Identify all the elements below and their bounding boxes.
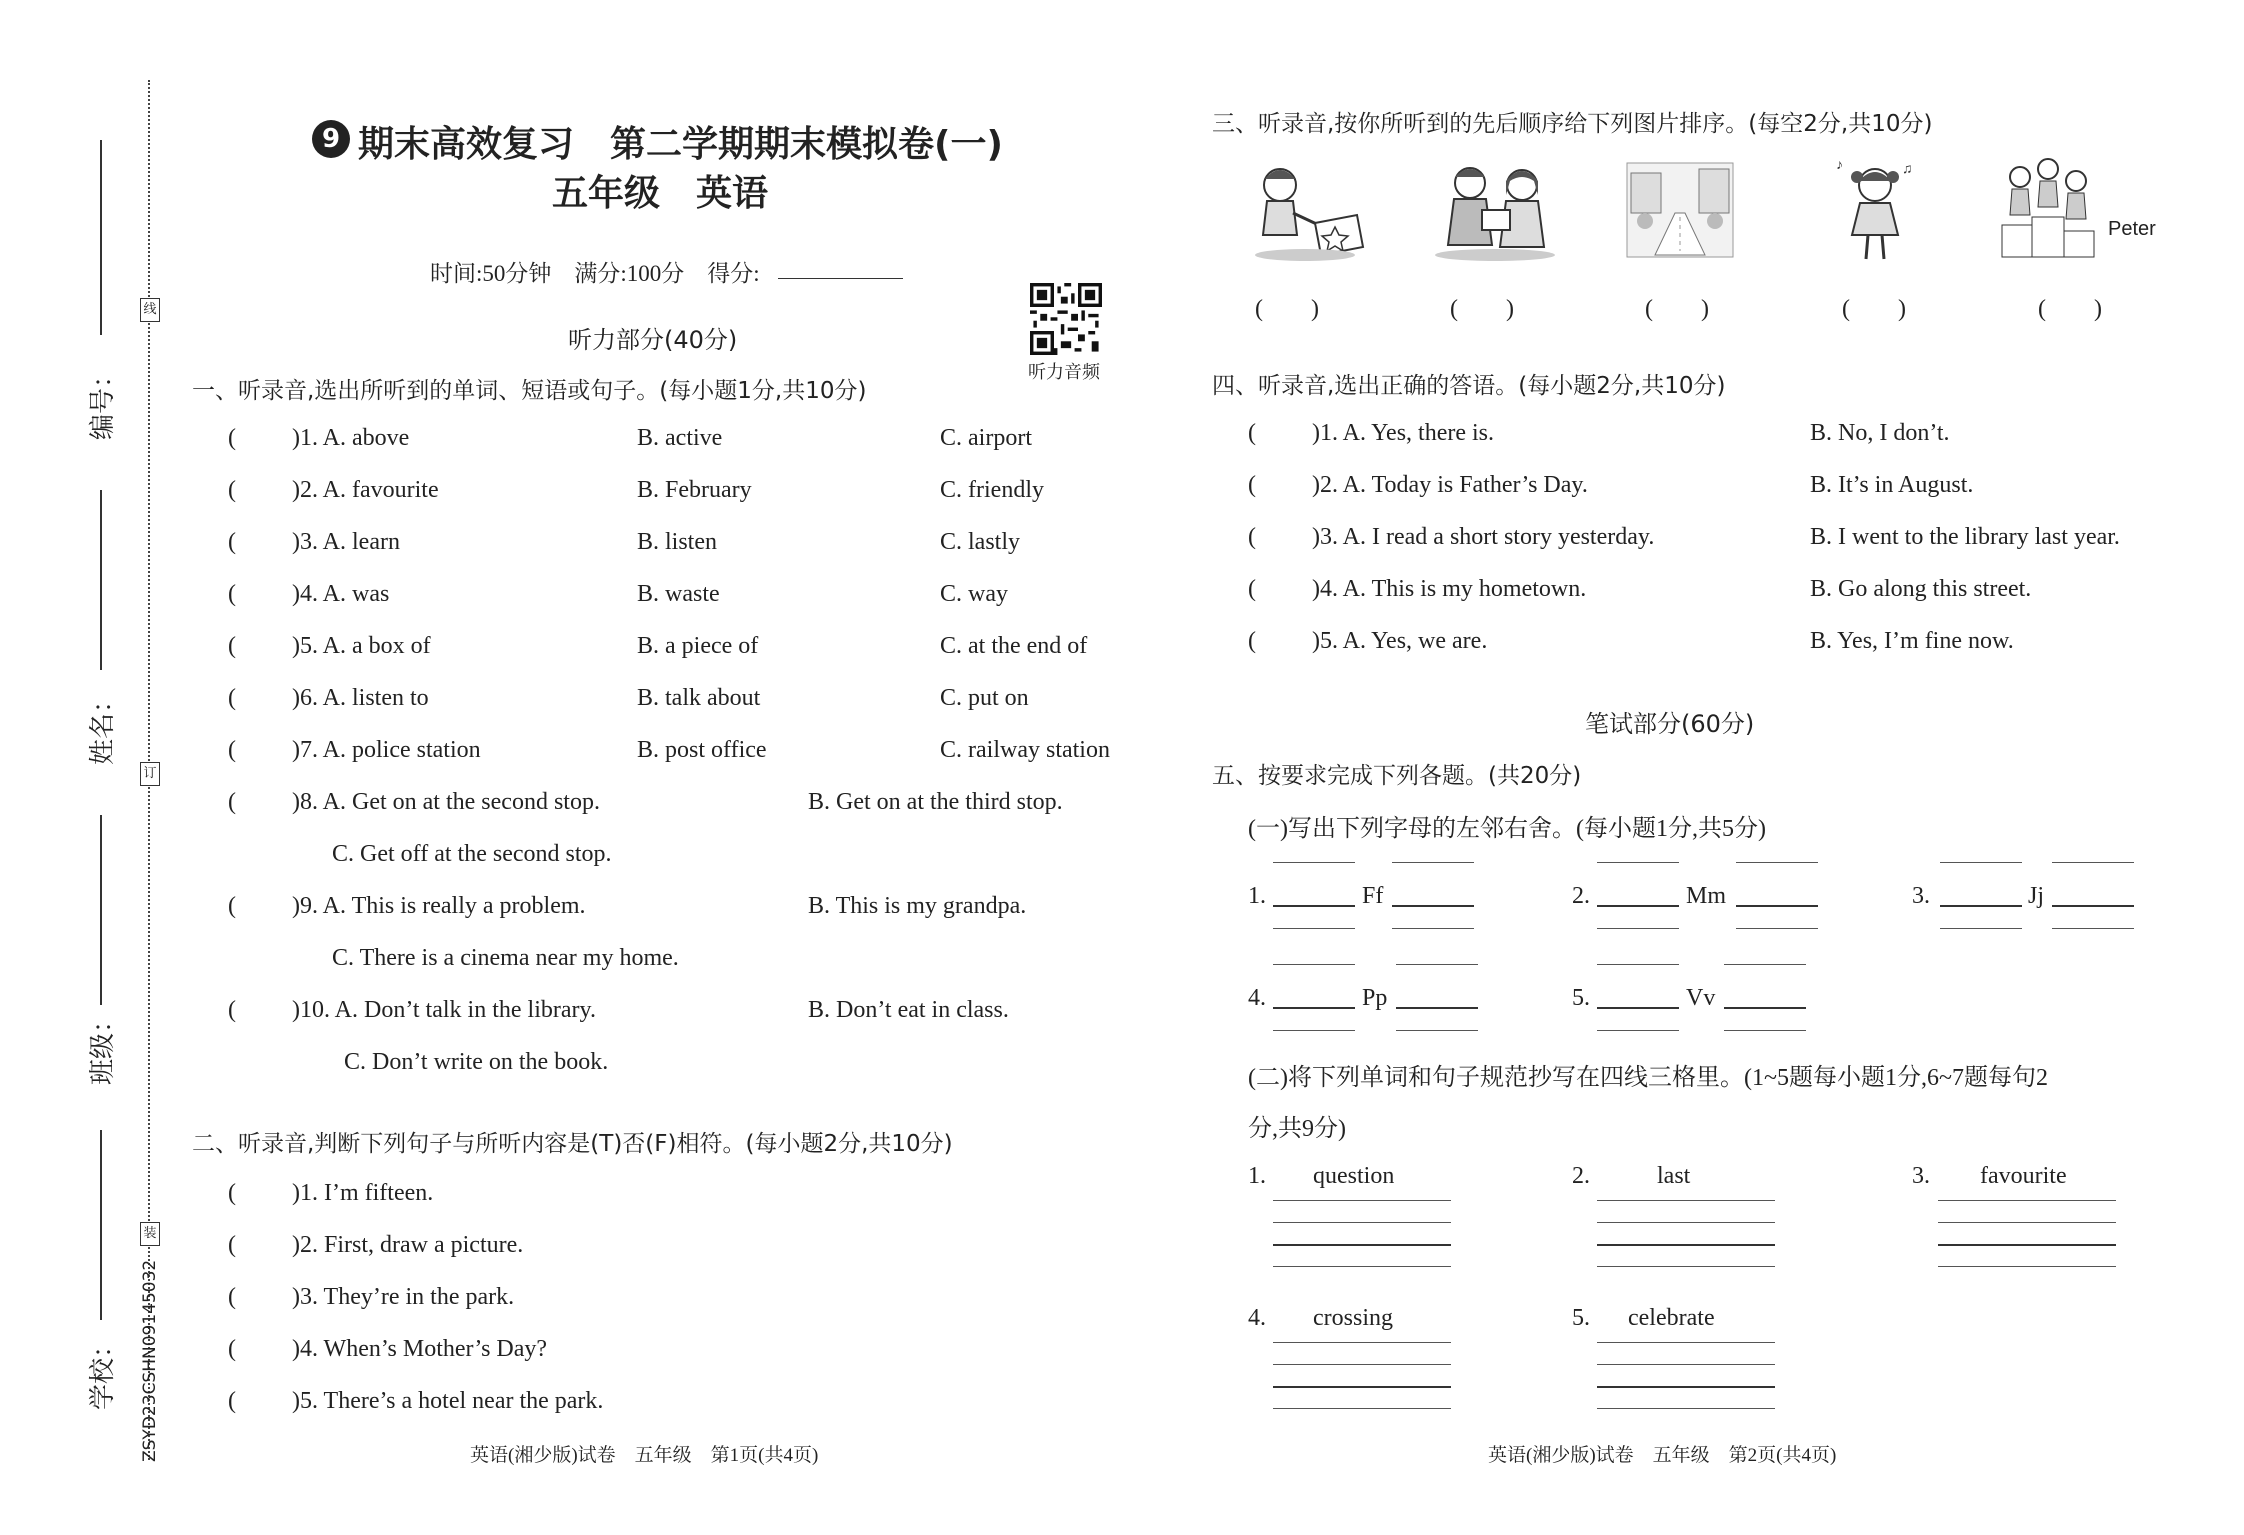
letter-num: 5. xyxy=(1572,985,1590,1011)
answer-paren[interactable]: ( xyxy=(228,477,236,503)
word-num: 2. xyxy=(1572,1163,1590,1189)
part5-sub1-title: (一)写出下列字母的左邻右舍。(每小题1分,共5分) xyxy=(1248,816,1766,842)
part1-q1-a: )1. A. above xyxy=(292,425,410,451)
copy-line[interactable] xyxy=(1273,1386,1451,1388)
name-label: 姓名： xyxy=(88,686,118,765)
answer-paren[interactable]: ( xyxy=(1248,472,1256,498)
part1-q3-b: B. listen xyxy=(637,529,718,555)
qr-code-icon[interactable] xyxy=(1030,283,1102,355)
part1-q10-c: C. Don’t write on the book. xyxy=(344,1049,609,1075)
answer-paren[interactable]: ( xyxy=(228,1284,236,1310)
part1-q8-c: C. Get off at the second stop. xyxy=(332,841,612,867)
part1-q9-a: )9. A. This is really a problem. xyxy=(292,893,586,919)
answer-paren[interactable]: ( xyxy=(228,685,236,711)
answer-paren[interactable]: ( xyxy=(228,737,236,763)
part4-q3-b: B. I went to the library last year. xyxy=(1810,524,2120,550)
part4-q2-a: )2. A. Today is Father’s Day. xyxy=(1312,472,1588,498)
part1-q8-a: )8. A. Get on at the second stop. xyxy=(292,789,600,815)
word-num: 5. xyxy=(1572,1305,1590,1331)
part1-q6-c: C. put on xyxy=(940,685,1029,711)
letter-blank-right[interactable] xyxy=(1396,1007,1478,1009)
part1-q1-b: B. active xyxy=(637,425,723,451)
writing-section-title: 笔试部分(60分) xyxy=(1585,710,1755,738)
class-field[interactable] xyxy=(100,815,102,1005)
paper-code: ZSYD23CSHN09145032 xyxy=(140,1259,160,1462)
part3-title: 三、听录音,按你所听到的先后顺序给下列图片排序。(每空2分,共10分) xyxy=(1212,111,1933,137)
school-label: 学校： xyxy=(88,1331,118,1410)
word-text: favourite xyxy=(1980,1163,2067,1189)
answer-paren[interactable]: ( xyxy=(1248,628,1256,654)
letter-blank-right[interactable] xyxy=(1392,905,1474,907)
picture-podium xyxy=(2000,155,2095,265)
word-text: last xyxy=(1657,1163,1691,1189)
part5-sub2-line1: (二)将下列单词和句子规范抄写在四线三格里。(1~5题每小题1分,6~7题每句2 xyxy=(1248,1065,2048,1091)
listening-section-title: 听力部分(40分) xyxy=(568,326,738,354)
picture-boy-drawing xyxy=(1245,155,1365,265)
part1-q7-a: )7. A. police station xyxy=(292,737,481,763)
part4-q1-a: )1. A. Yes, there is. xyxy=(1312,420,1495,446)
score-field[interactable] xyxy=(778,278,903,279)
part1-q5-a: )5. A. a box of xyxy=(292,633,431,659)
letter-blank-left[interactable] xyxy=(1597,905,1679,907)
letter-num: 4. xyxy=(1248,985,1266,1011)
answer-paren[interactable]: ( xyxy=(228,789,236,815)
part4-q4-a: )4. A. This is my hometown. xyxy=(1312,576,1587,602)
answer-paren[interactable]: ( xyxy=(1248,576,1256,602)
answer-paren[interactable]: ( xyxy=(228,529,236,555)
picture-two-kids xyxy=(1430,155,1560,265)
part2-q5: )5. There’s a hotel near the park. xyxy=(292,1388,604,1414)
answer-paren[interactable]: ( xyxy=(228,893,236,919)
copy-line[interactable] xyxy=(1273,1244,1451,1246)
picture-girl-singing xyxy=(1830,155,1920,265)
letter-num: 2. xyxy=(1572,883,1590,909)
part4-q5-b: B. Yes, I’m fine now. xyxy=(1810,628,2014,654)
letter-given: Mm xyxy=(1686,883,1727,909)
picture3-answer[interactable]: ( ) xyxy=(1645,296,1709,322)
svg-text:♫: ♫ xyxy=(1902,162,1913,177)
letter-given: Pp xyxy=(1362,985,1388,1011)
answer-paren[interactable]: ( xyxy=(1248,420,1256,446)
part1-q10-a: )10. A. Don’t talk in the library. xyxy=(292,997,596,1023)
letter-given: Vv xyxy=(1686,985,1716,1011)
picture-street xyxy=(1625,155,1735,265)
part1-q9-b: B. This is my grandpa. xyxy=(808,893,1027,919)
letter-num: 3. xyxy=(1912,883,1930,909)
answer-paren[interactable]: ( xyxy=(228,997,236,1023)
word-num: 1. xyxy=(1248,1163,1266,1189)
word-num: 4. xyxy=(1248,1305,1266,1331)
copy-line[interactable] xyxy=(1938,1244,2116,1246)
part4-q4-b: B. Go along this street. xyxy=(1810,576,2032,602)
part1-q2-c: C. friendly xyxy=(940,477,1044,503)
exam-subtitle: 五年级 英语 xyxy=(552,173,769,214)
binding-mark-order: 订 xyxy=(140,762,160,786)
part1-q3-c: C. lastly xyxy=(940,529,1021,555)
answer-paren[interactable]: ( xyxy=(228,1180,236,1206)
letter-blank-right[interactable] xyxy=(1724,1007,1806,1009)
part4-title: 四、听录音,选出正确的答语。(每小题2分,共10分) xyxy=(1212,373,1726,399)
svg-text:♪: ♪ xyxy=(1836,158,1843,173)
letter-given: Jj xyxy=(2028,883,2045,909)
part1-q10-b: B. Don’t eat in class. xyxy=(808,997,1009,1023)
letter-blank-right[interactable] xyxy=(1736,905,1818,907)
answer-paren[interactable]: ( xyxy=(228,581,236,607)
word-text: question xyxy=(1313,1163,1395,1189)
part4-q1-b: B. No, I don’t. xyxy=(1810,420,1950,446)
binding-mark-line: 线 xyxy=(140,298,160,322)
part1-q2-a: )2. A. favourite xyxy=(292,477,439,503)
answer-paren[interactable]: ( xyxy=(1248,524,1256,550)
answer-paren[interactable]: ( xyxy=(228,1232,236,1258)
part2-q1: )1. I’m fifteen. xyxy=(292,1180,434,1206)
part1-q5-b: B. a piece of xyxy=(637,633,759,659)
letter-blank-left[interactable] xyxy=(1597,1007,1679,1009)
part1-q6-b: B. talk about xyxy=(637,685,761,711)
part2-q4: )4. When’s Mother’s Day? xyxy=(292,1336,548,1362)
picture4-answer[interactable]: ( ) xyxy=(1842,296,1906,322)
answer-paren[interactable]: ( xyxy=(228,1336,236,1362)
part1-q2-b: B. February xyxy=(637,477,752,503)
answer-paren[interactable]: ( xyxy=(228,425,236,451)
name-field[interactable] xyxy=(100,490,102,670)
class-label: 班级： xyxy=(88,1006,118,1085)
part5-sub2-line2: 分,共9分) xyxy=(1248,1116,1346,1142)
part2-q3: )3. They’re in the park. xyxy=(292,1284,515,1310)
copy-line[interactable] xyxy=(1597,1386,1775,1388)
letter-num: 1. xyxy=(1248,883,1266,909)
exam-info: 时间:50分钟 满分:100分 得分: xyxy=(430,261,760,286)
part4-q5-a: )5. A. Yes, we are. xyxy=(1312,628,1488,654)
word-text: crossing xyxy=(1313,1305,1393,1331)
part5-title: 五、按要求完成下列各题。(共20分) xyxy=(1212,763,1582,789)
part1-q6-a: )6. A. listen to xyxy=(292,685,429,711)
part1-q7-b: B. post office xyxy=(637,737,767,763)
letter-blank-left[interactable] xyxy=(1273,1007,1355,1009)
school-field[interactable] xyxy=(100,1130,102,1320)
exam-title: 期末高效复习 第二学期期末模拟卷(一) xyxy=(358,124,1003,165)
part1-q3-a: )3. A. learn xyxy=(292,529,400,555)
id-field[interactable] xyxy=(100,140,102,335)
part2-q2: )2. First, draw a picture. xyxy=(292,1232,524,1258)
part1-q9-c: C. There is a cinema near my home. xyxy=(332,945,679,971)
peter-label: Peter xyxy=(2108,218,2156,240)
word-text: celebrate xyxy=(1628,1305,1715,1331)
part1-q1-c: C. airport xyxy=(940,425,1032,451)
footer-right: 英语(湘少版)试卷 五年级 第2页(共4页) xyxy=(1488,1445,1837,1466)
picture1-answer[interactable]: ( ) xyxy=(1255,296,1319,322)
part1-q7-c: C. railway station xyxy=(940,737,1110,763)
part1-q4-b: B. waste xyxy=(637,581,720,607)
word-num: 3. xyxy=(1912,1163,1930,1189)
part1-title: 一、听录音,选出所听到的单词、短语或句子。(每小题1分,共10分) xyxy=(192,378,867,404)
picture2-answer[interactable]: ( ) xyxy=(1450,296,1514,322)
answer-paren[interactable]: ( xyxy=(228,1388,236,1414)
part1-q4-c: C. way xyxy=(940,581,1008,607)
letter-given: Ff xyxy=(1362,883,1384,909)
answer-paren[interactable]: ( xyxy=(228,633,236,659)
footer-left: 英语(湘少版)试卷 五年级 第1页(共4页) xyxy=(470,1445,819,1466)
part1-q5-c: C. at the end of xyxy=(940,633,1088,659)
id-label: 编号： xyxy=(88,361,118,440)
part1-q8-b: B. Get on at the third stop. xyxy=(808,789,1063,815)
copy-line[interactable] xyxy=(1597,1244,1775,1246)
part4-q3-a: )3. A. I read a short story yesterday. xyxy=(1312,524,1655,550)
part4-q2-b: B. It’s in August. xyxy=(1810,472,1974,498)
binding-mark-bind: 装 xyxy=(140,1222,160,1246)
letter-blank-left[interactable] xyxy=(1940,905,2022,907)
qr-label: 听力音频 xyxy=(1028,362,1100,383)
part1-q4-a: )4. A. was xyxy=(292,581,390,607)
letter-blank-right[interactable] xyxy=(2052,905,2134,907)
letter-blank-left[interactable] xyxy=(1273,905,1355,907)
picture5-answer[interactable]: ( ) xyxy=(2038,296,2102,322)
issue-badge: 9 xyxy=(312,120,350,158)
part2-title: 二、听录音,判断下列句子与所听内容是(T)否(F)相符。(每小题2分,共10分) xyxy=(192,1131,953,1157)
